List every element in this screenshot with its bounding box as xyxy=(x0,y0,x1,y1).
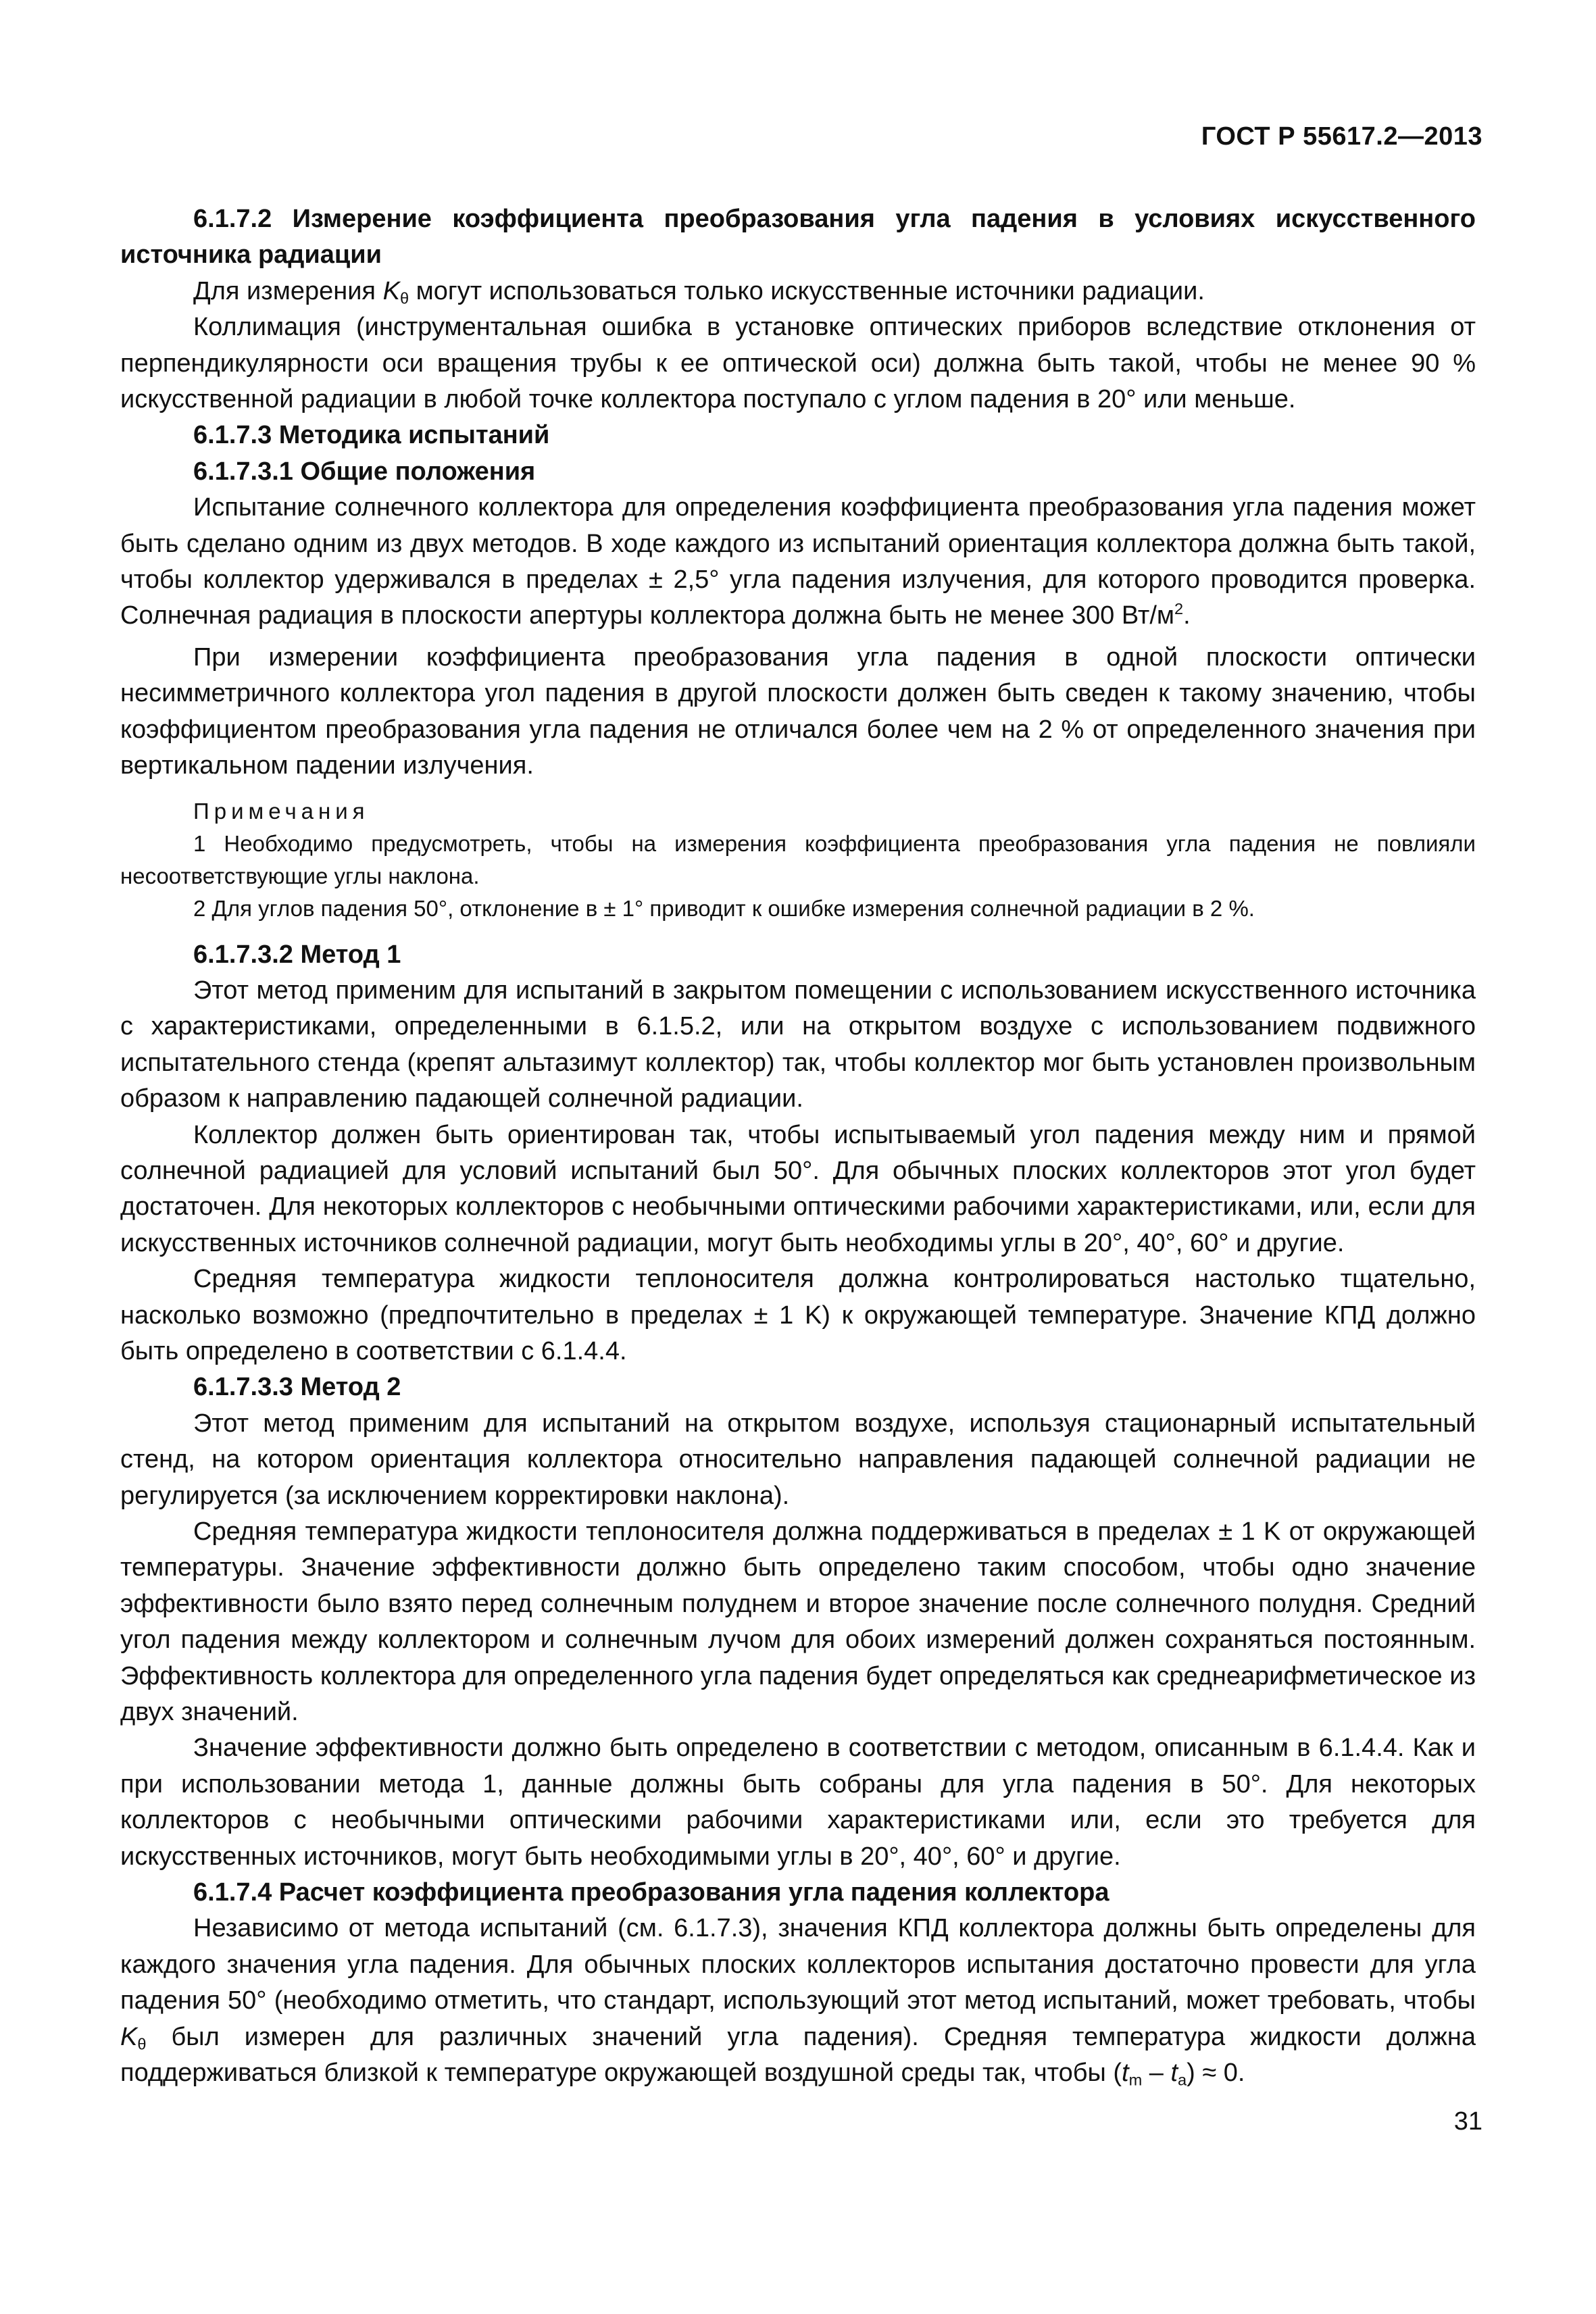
paragraph-asymmetric-collector: При измерении коэффициента преобразования угла падения в одной плоскости оптически несимметричного коллектора угол падения в другой плоскости должен быть сведен к такому значению, чтобы коэффициентом преобразования угла падения не отличался более чем на 2 % от определенного значения при вертикальном падении излучения. xyxy=(120,643,1476,780)
heading-6-1-7-4: 6.1.7.4 Расчет коэффициента преобразования угла падения коллектора xyxy=(193,1878,1109,1907)
paragraph-method1-temperature: Средняя температура жидкости теплоносителя должна контролироваться настолько тщательно, насколько возможно (предпочтительно в пределах ± 1 K) к окружающей температуре. Значение КПД должно быть определено в соответствии с 6.1.4.4. xyxy=(120,1265,1476,1365)
k-theta-symbol: K xyxy=(382,276,400,305)
paragraph-method2-efficiency: Значение эффективности должно быть определено в соответствии с методом, описанным в 6.1.4.4. Как и при использовании метода 1, данные должны быть собраны для угла падения в 50°. Для некоторых коллекторов с необычными оптическими рабочими характеристиками или, если это требуется для искусственных источников, могут быть необходимыми углы в 20°, 40°, 60° и другие. xyxy=(120,1734,1476,1871)
note-2: 2 Для углов падения 50°, отклонение в ± 1° приводит к ошибке измерения солнечной радиации в 2 %. xyxy=(193,895,1255,921)
paragraph-method1-scope: Этот метод применим для испытаний в закрытом помещении с использованием искусственного источника с характеристиками, определенными в 6.1.5.2, или на открытом воздухе с использованием подвижного испытательного стенда (крепят альтазимут коллектор) так, чтобы коллектор мог быть установлен произвольным образом к направлению падающей солнечной радиации. xyxy=(120,976,1476,1113)
paragraph-artificial-sources: Для измерения $K_\theta$ могут использоваться только искусственные источники радиации. xyxy=(193,276,1205,307)
paragraph-general-test: Испытание солнечного коллектора для определения коэффициента преобразования угла падения может быть сделано одним из двух методов. В ходе каждого из испытаний ориентация коллектора должна быть такой, чтобы коллектор удерживался в пределах ± 2,5° угла падения излучения, для которого проводится проверка. Солнечная радиация в плоскости апертуры коллектора должна быть не менее 300 $Вт/м^2$. xyxy=(120,493,1476,630)
heading-6-1-7-2: 6.1.7.2 Измерение коэффициента преобразования угла падения в условиях искусственного источника радиации xyxy=(120,205,1476,270)
page-number: 31 xyxy=(1453,2107,1482,2136)
standard-code: ГОСТ Р 55617.2—2013 xyxy=(1201,122,1482,151)
heading-6-1-7-3-1: 6.1.7.3.1 Общие положения xyxy=(193,457,536,486)
heading-6-1-7-3-3: 6.1.7.3.3 Метод 2 xyxy=(193,1373,401,1402)
heading-6-1-7-3-2: 6.1.7.3.2 Метод 1 xyxy=(193,940,401,969)
paragraph-method1-orientation: Коллектор должен быть ориентирован так, чтобы испытываемый угол падения между ним и прямой солнечной радиацией для условий испытаний был 50°. Для обычных плоских коллекторов этот угол будет достаточен. Для некоторых коллекторов с необычными оптическими рабочими характеристиками, или, если для искусственных источников солнечной радиации, могут быть необходимы углы в 20°, 40°, 60° и другие. xyxy=(120,1120,1476,1257)
notes-title: Примечания xyxy=(193,798,370,824)
notes-block xyxy=(120,795,1476,925)
paragraph-method2-temperature: Средняя температура жидкости теплоносителя должна поддерживаться в пределах ± 1 K от окружающей температуры. Значение эффективности должно быть определено таким способом, чтобы одно значение эффективности было взято перед солнечным полуднем и второе значение после солнечного полудня. Средний угол падения между коллектором и солнечным лучом для обоих измерений должен сохраняться постоянным. Эффективность коллектора для определенного угла падения будет определяться как среднеарифметическое из двух значений. xyxy=(120,1517,1476,1727)
heading-6-1-7-3: 6.1.7.3 Методика испытаний xyxy=(193,421,550,450)
page-content xyxy=(120,201,1476,2092)
paragraph-calculation: Независимо от метода испытаний (см. 6.1.7.3), значения КПД коллектора должны быть определены для каждого значения угла падения. Для обычных плоских коллекторов испытания достаточно провести для угла падения 50° (необходимо отметить, что стандарт, использующий этот метод испытаний, может требовать, чтобы $K_\theta$ был измерен для различных значений угла падения). Средняя температура жидкости должна поддерживаться близкой к температуре окружающей воздушной среды так, чтобы $(t_m - t_a) \approx 0$. xyxy=(120,1914,1476,2089)
paragraph-collimation: Коллимация (инструментальная ошибка в установке оптических приборов вследствие отклонения от перпендикулярности оси вращения трубы к ее оптической оси) должна быть такой, чтобы не менее 90 % искусственной радиации в любой точке коллектора поступало с углом падения в 20° или меньше. xyxy=(120,313,1476,414)
note-1: 1 Необходимо предусмотреть, чтобы на измерения коэффициента преобразования угла падения не повлияли несоответствующие углы наклона. xyxy=(120,830,1476,888)
paragraph-method2-scope: Этот метод применим для испытаний на открытом воздухе, используя стационарный испытательный стенд, на котором ориентация коллектора относительно направления падающей солнечной радиации не регулируется (за исключением корректировки наклона). xyxy=(120,1409,1476,1510)
